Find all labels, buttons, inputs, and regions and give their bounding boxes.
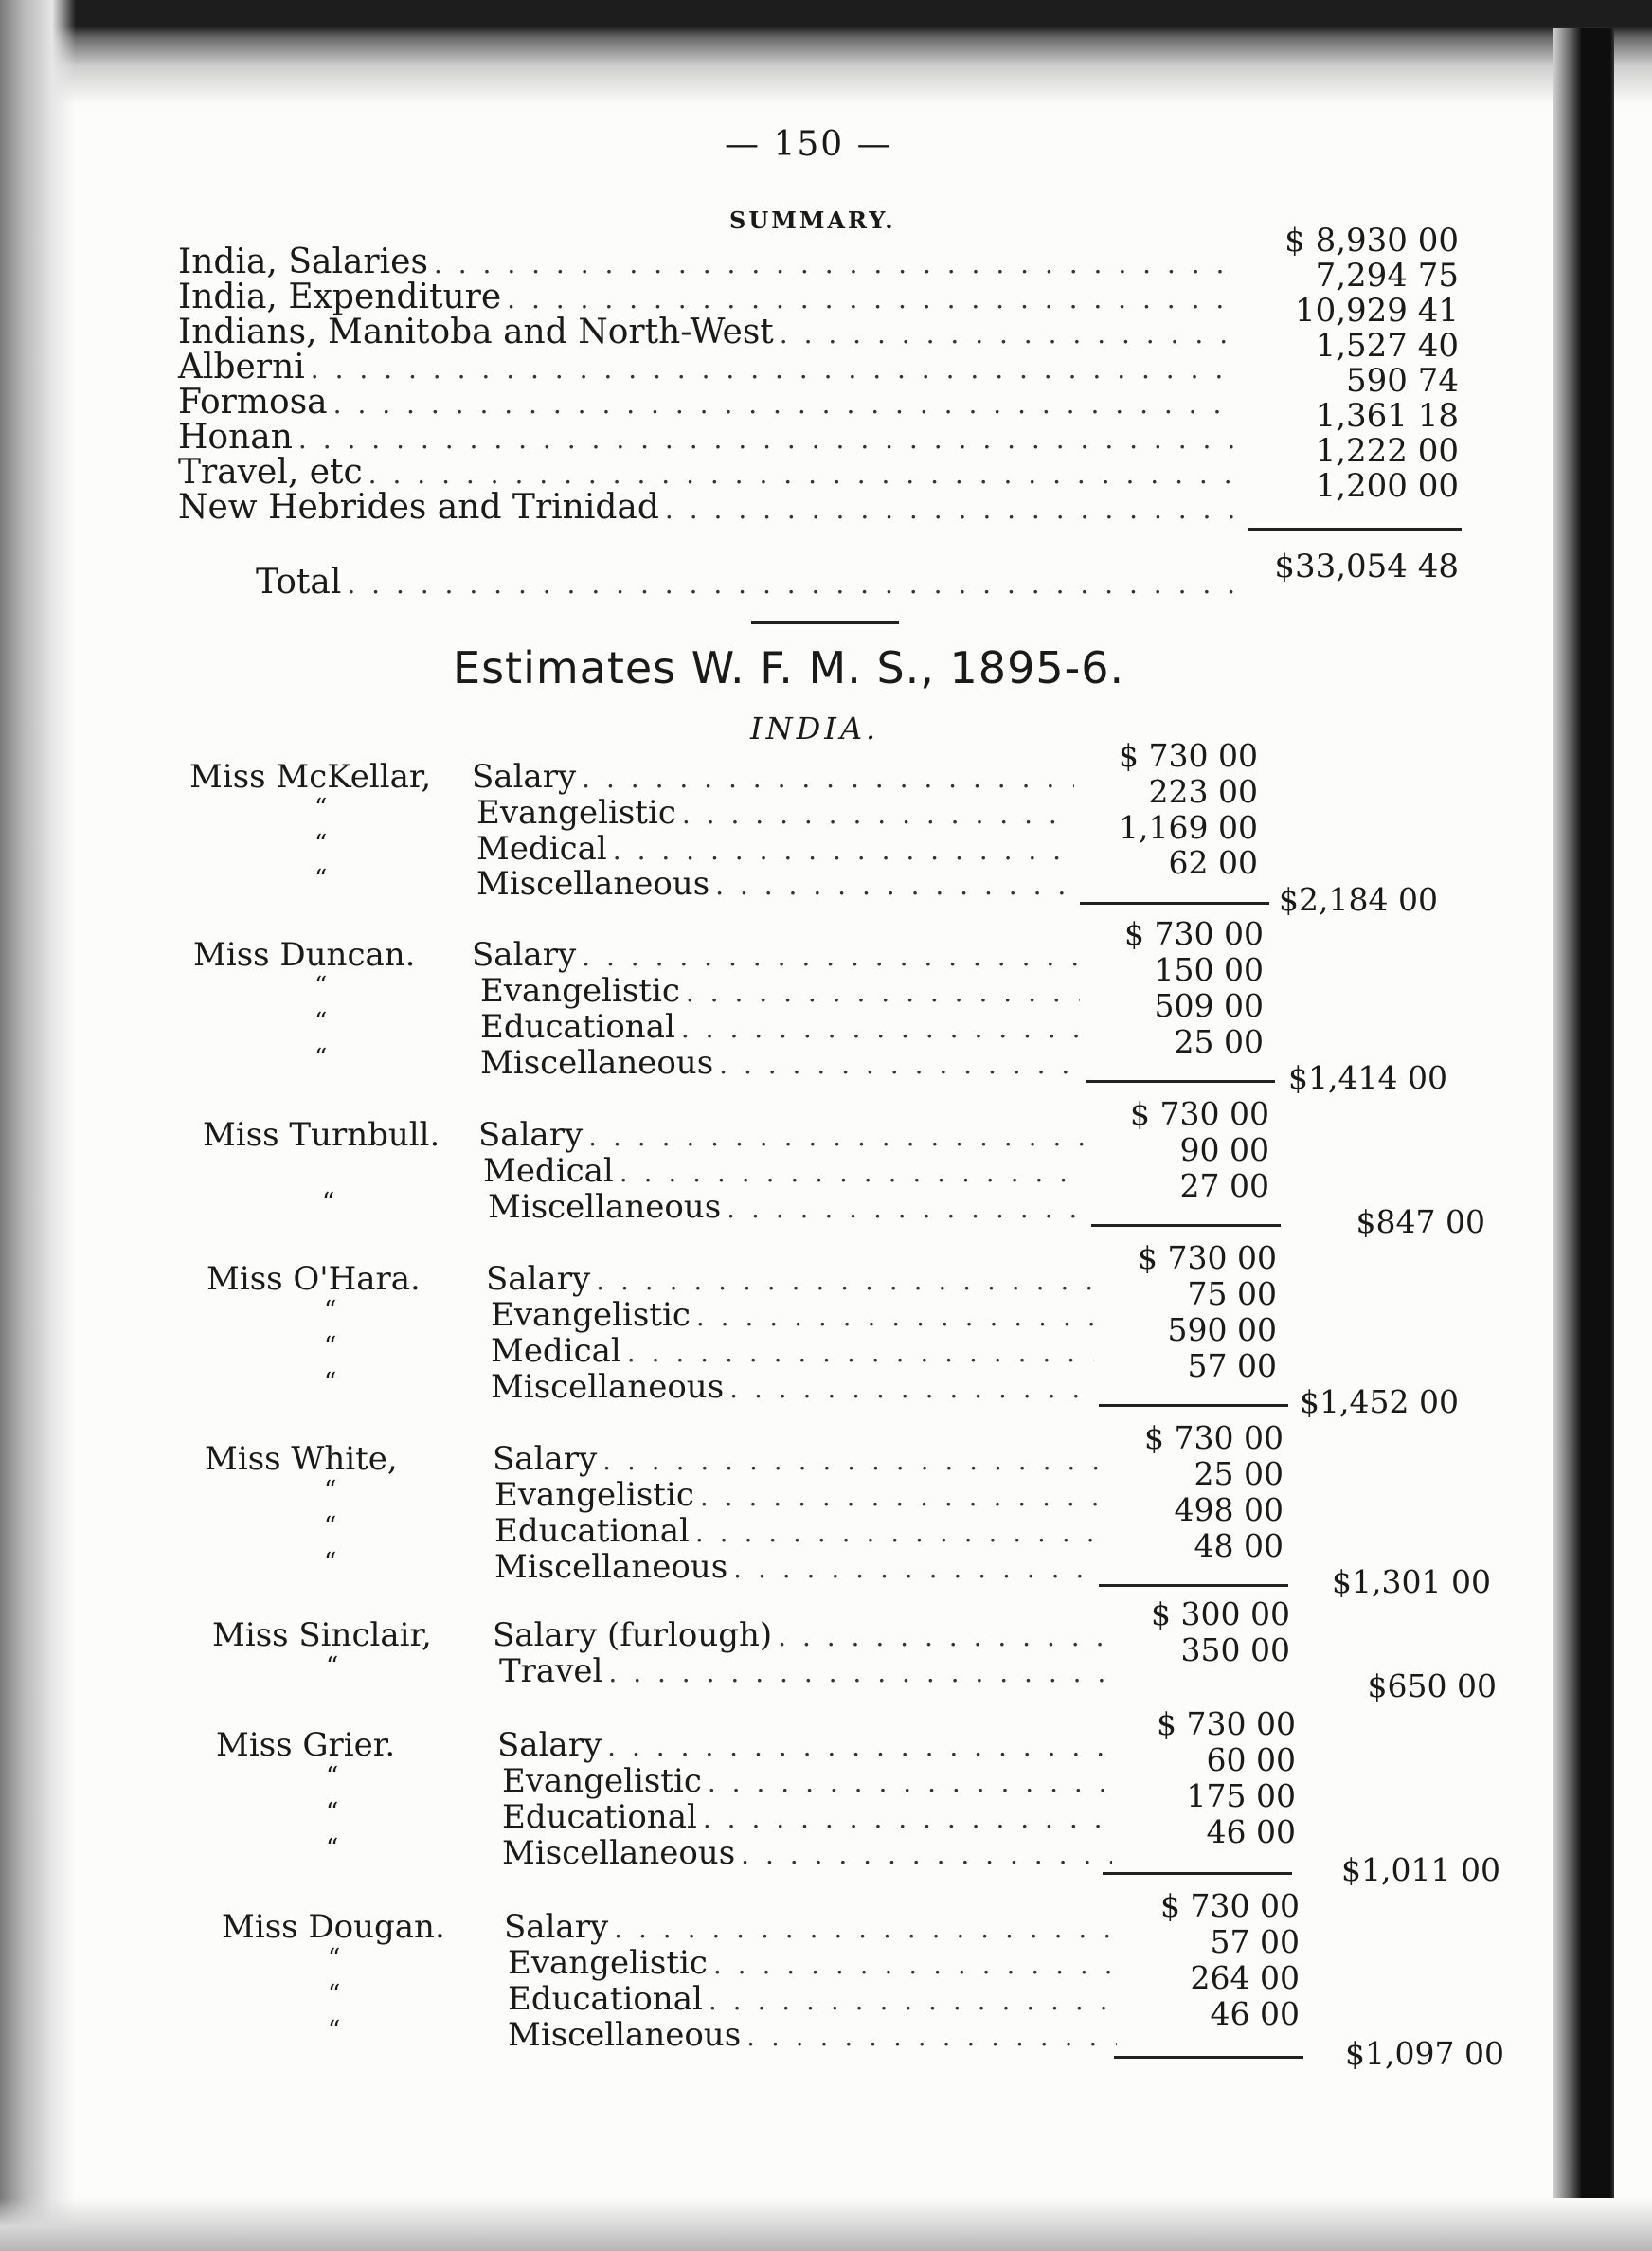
missionary-subtotal: $1,097 00 xyxy=(1345,2035,1504,2072)
summary-total-row xyxy=(256,563,1244,602)
missionary-name: Miss McKellar, xyxy=(189,758,432,796)
estimates-title: Estimates W. F. M. S., 1895-6. xyxy=(453,642,1125,693)
ditto-mark: “ xyxy=(326,1798,339,1827)
estimate-amount: 25 00 xyxy=(1194,1455,1284,1492)
estimate-amount: 509 00 xyxy=(1154,987,1264,1024)
missionary-name: Miss Turnbull. xyxy=(203,1116,440,1154)
missionary-subtotal: $1,414 00 xyxy=(1288,1059,1447,1096)
scan-edge-left xyxy=(0,0,76,2251)
estimate-amount: 150 00 xyxy=(1154,951,1264,988)
summary-amount: 1,200 00 xyxy=(1315,467,1459,505)
estimate-row xyxy=(491,1368,1100,1406)
missionary-name: Miss White, xyxy=(205,1440,398,1478)
summary-amount: $ 8,930 00 xyxy=(1284,222,1459,260)
estimate-amount: 75 00 xyxy=(1187,1275,1277,1312)
estimate-label: Salary xyxy=(472,936,577,974)
ditto-mark: “ xyxy=(324,1548,337,1576)
leader-dots xyxy=(686,977,1080,1008)
summary-total-rule xyxy=(1248,528,1462,531)
summary-row-label: Formosa xyxy=(178,383,328,422)
ditto-mark: “ xyxy=(314,794,328,822)
summary-row-label: New Hebrides and Trinidad xyxy=(178,488,659,527)
leader-dots xyxy=(311,353,1238,385)
estimate-label: Salary xyxy=(504,1908,609,1946)
missionary-subtotal: $1,011 00 xyxy=(1341,1851,1500,1888)
estimate-label: Salary (furlough) xyxy=(493,1616,773,1654)
leader-dots xyxy=(507,283,1238,315)
leader-dots xyxy=(695,1517,1101,1548)
summary-total-amount: $33,054 48 xyxy=(1274,548,1459,585)
estimate-label: Evangelistic xyxy=(480,972,680,1010)
missionary-subtotal: $650 00 xyxy=(1367,1667,1497,1704)
leader-dots xyxy=(778,1621,1107,1652)
estimate-row xyxy=(508,2016,1122,2054)
summary-amount: 7,294 75 xyxy=(1315,257,1459,295)
estimate-label: Evangelistic xyxy=(476,794,676,832)
leader-dots xyxy=(715,870,1074,901)
leader-dots xyxy=(746,2021,1117,2052)
summary-row xyxy=(178,313,1244,349)
estimate-row xyxy=(472,936,1086,974)
estimate-label: Miscellaneous xyxy=(508,2016,742,2054)
estimate-label: Medical xyxy=(483,1152,614,1190)
estimate-row xyxy=(476,830,1080,868)
estimate-amount: 175 00 xyxy=(1186,1777,1296,1814)
estimate-amount: 48 00 xyxy=(1194,1527,1284,1564)
ditto-mark: “ xyxy=(324,1368,337,1396)
estimate-row xyxy=(493,1616,1113,1654)
leader-dots xyxy=(614,1913,1117,1944)
estimate-row xyxy=(486,1260,1100,1298)
summary-row xyxy=(178,278,1244,314)
summary-row-label: Travel, etc xyxy=(178,453,363,492)
estimate-amount: 46 00 xyxy=(1206,1813,1296,1850)
missionary-subtotal: $1,301 00 xyxy=(1332,1563,1491,1600)
estimate-label: Miscellaneous xyxy=(502,1834,736,1872)
estimate-row xyxy=(480,972,1086,1010)
ditto-mark: “ xyxy=(326,1834,339,1863)
ditto-mark: “ xyxy=(324,1476,337,1504)
estimate-amount: $ 300 00 xyxy=(1151,1595,1290,1632)
summary-amount: 1,527 40 xyxy=(1315,327,1459,365)
estimate-amount: 57 00 xyxy=(1210,1923,1300,1960)
ditto-mark: “ xyxy=(314,1008,328,1036)
estimate-amount: 46 00 xyxy=(1210,1995,1300,2032)
estimate-row xyxy=(497,1726,1118,1764)
leader-dots xyxy=(741,1839,1112,1870)
section-title-india: INDIA. xyxy=(750,711,880,747)
estimate-row xyxy=(493,1440,1106,1478)
leader-dots xyxy=(434,248,1238,279)
estimate-label: Educational xyxy=(480,1008,675,1046)
estimate-row xyxy=(472,758,1080,796)
estimate-row xyxy=(499,1652,1113,1690)
estimate-row xyxy=(476,794,1080,832)
estimate-label: Salary xyxy=(497,1726,602,1764)
summary-row-label: India, Expenditure xyxy=(178,278,502,316)
ditto-mark: “ xyxy=(314,830,328,858)
estimate-label: Salary xyxy=(493,1440,598,1478)
leader-dots xyxy=(709,1985,1117,2016)
leader-dots xyxy=(703,1803,1112,1834)
estimate-row xyxy=(480,1044,1086,1082)
leader-dots xyxy=(298,423,1238,455)
summary-row xyxy=(178,488,1244,527)
estimate-row xyxy=(491,1296,1100,1334)
missionary-name: Miss O'Hara. xyxy=(206,1260,421,1298)
leader-dots xyxy=(608,1657,1107,1688)
estimate-label: Miscellaneous xyxy=(491,1368,725,1406)
leader-dots xyxy=(596,1265,1094,1296)
leader-dots xyxy=(708,1767,1112,1798)
estimate-amount: 1,169 00 xyxy=(1119,809,1258,846)
estimate-row xyxy=(491,1332,1100,1370)
estimate-row xyxy=(494,1512,1106,1550)
summary-amount: 1,361 18 xyxy=(1315,397,1459,435)
leader-dots xyxy=(602,1445,1101,1476)
summary-row-label: Alberni xyxy=(178,348,305,387)
ditto-mark: “ xyxy=(324,1296,337,1324)
subtotal-rule xyxy=(1103,1872,1292,1875)
summary-row xyxy=(178,383,1244,422)
estimate-amount: $ 730 00 xyxy=(1130,1095,1269,1132)
ditto-mark: “ xyxy=(324,1512,337,1540)
estimate-label: Educational xyxy=(502,1798,697,1836)
summary-row xyxy=(178,418,1244,457)
leader-dots xyxy=(729,1373,1094,1404)
estimate-label: Miscellaneous xyxy=(494,1548,728,1586)
estimate-label: Salary xyxy=(472,758,577,796)
estimate-label: Educational xyxy=(494,1512,690,1550)
estimate-label: Evangelistic xyxy=(508,1944,708,1982)
estimate-amount: 27 00 xyxy=(1179,1167,1269,1204)
estimate-label: Medical xyxy=(476,830,607,868)
leader-dots xyxy=(665,494,1238,525)
estimate-amount: 498 00 xyxy=(1174,1491,1284,1528)
summary-heading: SUMMARY. xyxy=(729,207,896,234)
estimate-amount: $ 730 00 xyxy=(1144,1419,1284,1456)
missionary-name: Miss Grier. xyxy=(216,1726,396,1764)
estimate-row xyxy=(480,1008,1086,1046)
estimate-amount: 350 00 xyxy=(1180,1631,1290,1668)
ditto-mark: “ xyxy=(328,2016,341,2044)
ditto-mark: “ xyxy=(326,1762,339,1791)
estimate-row xyxy=(508,1980,1122,2018)
estimate-row xyxy=(502,1762,1118,1800)
leader-dots xyxy=(607,1731,1112,1762)
estimate-amount: 60 00 xyxy=(1206,1741,1296,1778)
subtotal-rule xyxy=(1114,2056,1303,2059)
leader-dots xyxy=(582,763,1074,794)
missionary-subtotal: $847 00 xyxy=(1356,1203,1485,1240)
page-number: — 150 — xyxy=(725,125,893,164)
summary-row-label: Honan xyxy=(178,418,293,457)
ditto-mark: “ xyxy=(314,1044,328,1072)
leader-dots xyxy=(700,1481,1101,1512)
estimate-row xyxy=(502,1834,1118,1872)
estimate-label: Evangelistic xyxy=(502,1762,702,1800)
estimate-label: Evangelistic xyxy=(494,1476,694,1514)
estimate-row xyxy=(476,865,1080,903)
estimate-label: Salary xyxy=(478,1116,584,1154)
leader-dots xyxy=(681,1013,1080,1044)
estimate-row xyxy=(504,1908,1122,1946)
estimate-amount: 57 00 xyxy=(1187,1347,1277,1384)
leader-dots xyxy=(696,1301,1094,1332)
summary-row xyxy=(178,453,1244,492)
summary-amount: 1,222 00 xyxy=(1315,432,1459,470)
summary-amount: 590 74 xyxy=(1346,362,1459,400)
ditto-mark: “ xyxy=(328,1980,341,2008)
estimate-amount: $ 730 00 xyxy=(1157,1705,1296,1742)
subtotal-rule xyxy=(1099,1584,1288,1587)
leader-dots xyxy=(582,941,1080,972)
estimate-label: Miscellaneous xyxy=(476,865,710,903)
estimate-amount: $ 730 00 xyxy=(1138,1239,1277,1276)
leader-dots xyxy=(727,1193,1086,1224)
summary-amount: 10,929 41 xyxy=(1294,292,1459,330)
leader-dots xyxy=(588,1121,1086,1152)
section-divider xyxy=(751,621,899,624)
ditto-mark: “ xyxy=(328,1944,341,1972)
estimate-amount: $ 730 00 xyxy=(1124,915,1264,952)
summary-total-label: Total xyxy=(256,563,342,602)
estimate-row xyxy=(494,1476,1106,1514)
estimate-row xyxy=(488,1188,1092,1226)
leader-dots xyxy=(682,799,1074,830)
ditto-mark: “ xyxy=(324,1332,337,1360)
estimate-row xyxy=(478,1116,1092,1154)
estimate-label: Miscellaneous xyxy=(480,1044,714,1082)
ditto-mark: “ xyxy=(314,972,328,1000)
estimate-amount: 264 00 xyxy=(1190,1959,1300,1996)
estimate-label: Evangelistic xyxy=(491,1296,691,1334)
estimate-amount: $ 730 00 xyxy=(1160,1887,1300,1924)
estimate-label: Salary xyxy=(486,1260,591,1298)
leader-dots xyxy=(733,1553,1101,1584)
estimate-amount: $ 730 00 xyxy=(1119,737,1258,774)
missionary-name: Miss Duncan. xyxy=(193,936,416,974)
estimate-amount: 590 00 xyxy=(1167,1311,1277,1348)
subtotal-rule xyxy=(1091,1224,1281,1227)
leader-dots xyxy=(613,835,1074,866)
leader-dots xyxy=(333,388,1238,420)
missionary-name: Miss Dougan. xyxy=(222,1908,445,1946)
missionary-name: Miss Sinclair, xyxy=(212,1616,432,1654)
estimate-amount: 25 00 xyxy=(1174,1023,1264,1060)
ditto-mark: “ xyxy=(314,865,328,893)
estimate-label: Medical xyxy=(491,1332,621,1370)
estimate-label: Miscellaneous xyxy=(488,1188,722,1226)
scan-edge-top xyxy=(0,0,1652,104)
leader-dots xyxy=(347,568,1238,600)
leader-dots xyxy=(713,1949,1117,1980)
ditto-mark: “ xyxy=(326,1652,339,1681)
estimate-amount: 62 00 xyxy=(1168,844,1258,881)
summary-row-label: India, Salaries xyxy=(178,243,428,281)
ditto-mark: “ xyxy=(322,1188,335,1216)
leader-dots xyxy=(719,1049,1080,1080)
leader-dots xyxy=(368,459,1238,490)
estimate-row xyxy=(508,1944,1122,1982)
summary-row xyxy=(178,348,1244,387)
missionary-subtotal: $2,184 00 xyxy=(1279,881,1438,918)
leader-dots xyxy=(620,1157,1086,1188)
estimate-amount: 223 00 xyxy=(1148,773,1258,810)
summary-row xyxy=(178,243,1244,279)
estimate-row xyxy=(502,1798,1118,1836)
summary-row-label: Indians, Manitoba and North-West xyxy=(178,313,774,351)
leader-dots xyxy=(780,318,1238,350)
scan-edge-bottom xyxy=(0,2198,1652,2251)
leader-dots xyxy=(627,1337,1094,1368)
scan-binding-edge-right xyxy=(1553,28,1614,2198)
estimate-amount: 90 00 xyxy=(1179,1131,1269,1168)
estimate-label: Educational xyxy=(508,1980,703,2018)
estimate-row xyxy=(494,1548,1106,1586)
missionary-subtotal: $1,452 00 xyxy=(1300,1383,1459,1420)
estimate-row xyxy=(483,1152,1092,1190)
estimate-label: Travel xyxy=(499,1652,603,1690)
